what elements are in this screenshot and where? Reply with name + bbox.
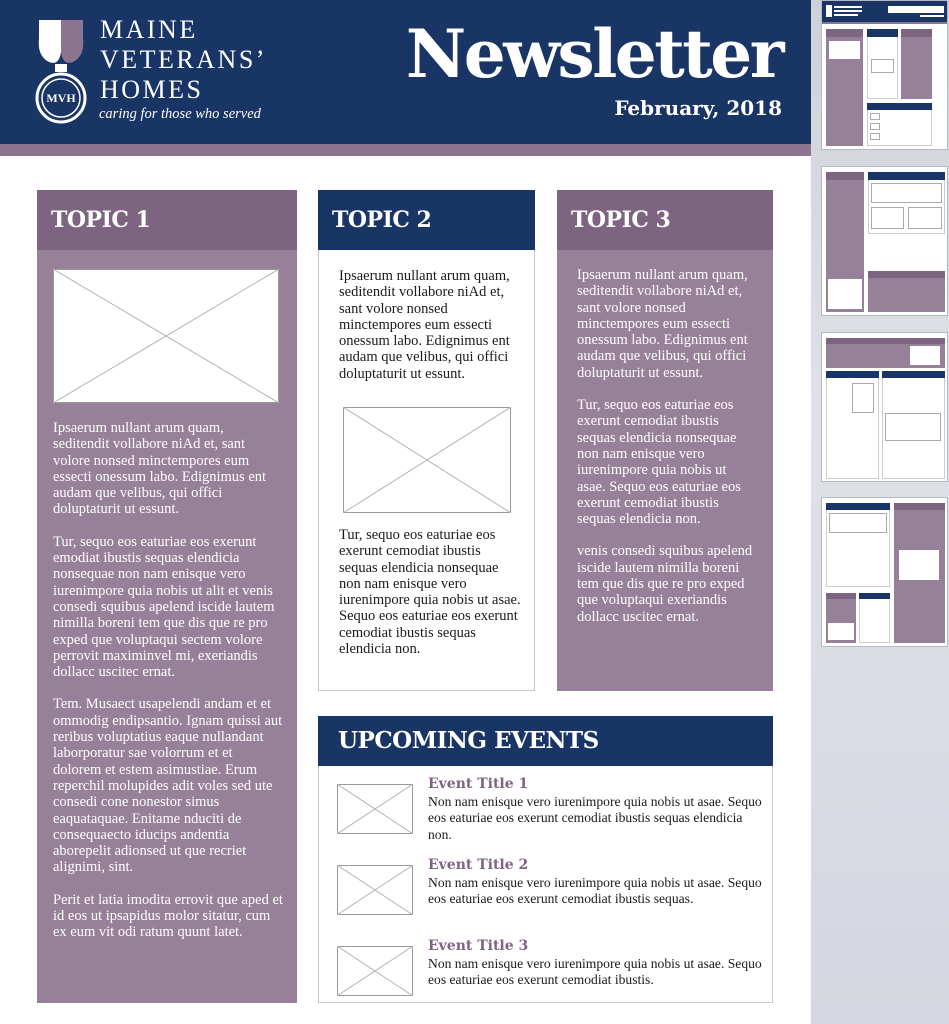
topic-3-body (577, 267, 757, 625)
topic-1-paragraph: Tem. Musaect usapelendi andam et et ommodig endipsantio. Ignam quissi aut reribus voluptatius eaque nullandant laborporatur sae volorrum et et dolorem et estem asimustiae. Erum reperchil molupides adit voles sed ute consedi cone nonestor simus eaquataquae. Enitame nduciti de consequaecto iducips andentia aborepelit adionsed ut que recriet alignimi, sint. (53, 696, 283, 876)
topic-3-paragraph: Tur, sequo eos eaturiae eos exerunt cemodiat ibustis sequas elendicia nonsequae non nam enisque vero iurenimpore quia nobis ut asae. Sequo eos eaturiae eos exerunt cemodiat ibustis sequas elendicia non. (577, 397, 741, 528)
topic-3-paragraph: venis consedi squibus apelend iscide lautem nimilla boreni tem que dis que re pro exped que voluptaqui exeriandis dollacc uscitec ernat. (577, 543, 753, 625)
event-item[interactable] (337, 776, 767, 842)
page-thumbnail-2[interactable] (821, 166, 948, 316)
medal-logo-icon (33, 18, 89, 126)
event-description: Non nam enisque vero iurenimpore quia nobis ut asae. Sequo eos eaturiae eos exerunt cemodiat ibustis sequas elendicia non. (428, 794, 762, 842)
upcoming-events-panel[interactable] (318, 716, 773, 1003)
event-item[interactable] (337, 857, 767, 917)
topic-2-panel[interactable] (318, 190, 535, 691)
topic-3-heading: TOPIC 3 (557, 190, 773, 250)
topic-1-panel[interactable] (37, 190, 297, 1003)
newsletter-title: Newsletter (405, 15, 782, 93)
image-placeholder-icon[interactable] (53, 269, 279, 403)
topic-2-paragraph: Ipsaerum nullant arum quam, seditendit vollabore niAd et, sant volore nonsed minctempores eum essecti onessum labo. Edignimus ent audam que velibus, qui offici doluptaturit ut essunt. (339, 268, 510, 382)
event-title: Event Title 3 (428, 938, 529, 954)
org-name (100, 15, 267, 105)
topic-1-paragraph: Tur, sequo eos eaturiae eos exerunt emodiat ibustis sequas elendicia nonsequae non nam enisque vero iurenimpore quia nobis ut alit et venis consedi squibus apelend iscide lautem nimilla boreni tem que dis que re pro exped que voluptaqui sectem volore perrovit maximinvel mi, exeriandis dollacc uscitec ernat. (53, 533, 275, 681)
image-placeholder-icon[interactable] (343, 407, 511, 513)
topic-3-paragraph: Ipsaerum nullant arum quam, seditendit vollabore niAd et, sant volore nonsed minctempores eum essecti onessum labo. Edignimus ent audam que velibus, qui offici doluptaturit ut essunt. (577, 267, 748, 381)
event-item[interactable] (337, 938, 767, 998)
org-name-line-2: VETERANS’ (100, 45, 267, 74)
topic-2-heading: TOPIC 2 (318, 190, 535, 250)
topic-2-paragraph: Tur, sequo eos eaturiae eos exerunt cemodiat ibustis sequas elendicia nonsequae non nam enisque vero iurenimpore quia nobis ut asae. Sequo eos eaturiae eos exerunt cemodiat ibustis sequas elendicia non. (339, 527, 521, 658)
event-title: Event Title 2 (428, 857, 529, 873)
topic-1-paragraph: Ipsaerum nullant arum quam, seditendit vollabore niAd et, sant volore nonsed minctempores eum essecti onessum labo. Edignimus ent audam que velibus, qui offici doluptaturit ut essunt. (53, 420, 267, 518)
newsletter-date: February, 2018 (614, 96, 782, 120)
masthead (0, 0, 811, 144)
page-thumbnail-1[interactable] (821, 0, 948, 150)
org-name-line-1: MAINE (100, 15, 198, 44)
page-thumbnail-pane[interactable] (811, 0, 949, 1024)
page-thumbnail-4[interactable] (821, 497, 948, 647)
org-name-line-3: HOMES (100, 75, 204, 104)
topic-1-paragraph: Perit et latia imodita errovit que aped et id eos ut ipsapidus molor sitatur, cum ex eum vit odi ratum quunt latet. (53, 891, 283, 941)
topic-1-heading: TOPIC 1 (37, 190, 297, 250)
event-description: Non nam enisque vero iurenimpore quia nobis ut asae. Sequo eos eaturiae eos exerunt cemodiat ibustis sequas. (428, 875, 762, 907)
upcoming-events-heading: UPCOMING EVENTS (318, 716, 773, 766)
image-placeholder-icon[interactable] (337, 784, 413, 834)
event-description: Non nam enisque vero iurenimpore quia nobis ut asae. Sequo eos eaturiae eos exerunt cemodiat ibustis. (428, 956, 762, 988)
tagline: caring for those who served (99, 106, 261, 122)
topic-1-body (53, 420, 283, 941)
medal-letters: MVH (46, 91, 76, 105)
masthead-stripe (0, 144, 811, 156)
page-thumbnail-3[interactable] (821, 332, 948, 482)
event-title: Event Title 1 (428, 776, 529, 792)
topic-3-panel[interactable] (557, 190, 773, 691)
image-placeholder-icon[interactable] (337, 865, 413, 915)
image-placeholder-icon[interactable] (337, 946, 413, 996)
